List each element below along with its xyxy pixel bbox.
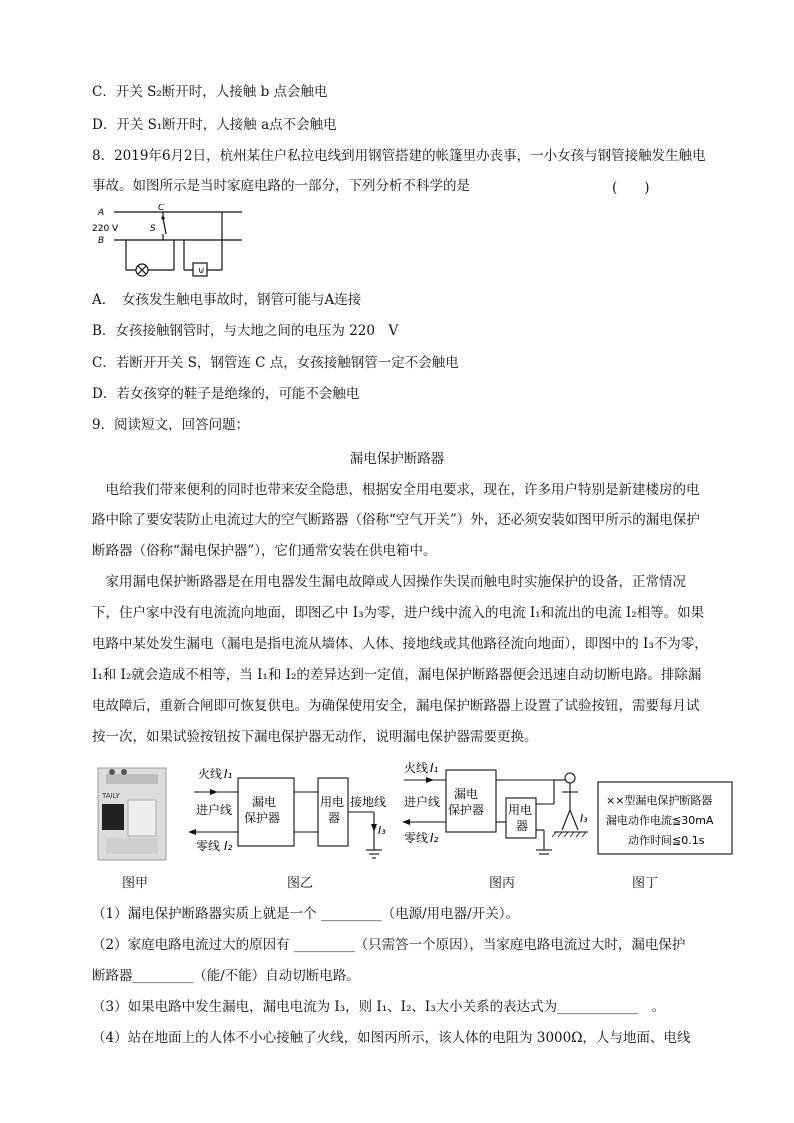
q9-p1-line1: 电给我们带来便利的同时也带来安全隐患，根据安全用电要求，现在，许多用户特别是新建楼房的电 (92, 482, 700, 498)
q9-figures (92, 760, 742, 870)
breaker-photo (98, 768, 166, 860)
svg-text:器: 器 (516, 819, 529, 833)
q9-stem: 9．阅读短文，回答问题： (92, 417, 250, 433)
q9-p2-line6: 按一次，如果试验按钮按下漏电保护器无动作，说明漏电保护器需要更换。 (92, 729, 538, 745)
label-a: A (98, 208, 105, 218)
svg-text:××型漏电保护断路器: ××型漏电保护断路器 (606, 794, 713, 807)
q8-circuit-diagram (92, 204, 252, 284)
q8-option-a: A． 女孩发生触电事故时，钢管可能与A连接 (92, 292, 362, 308)
label-voltage: 220 V (92, 224, 119, 234)
diagram-yi (194, 778, 382, 858)
ground-hatch (552, 832, 586, 837)
q8-option-b: B．女孩接触钢管时，与大地之间的电压为 220 V (92, 323, 399, 339)
q9-p1-line3: 断路器（俗称“漏电保护器”），它们通常安装在供电箱中。 (92, 543, 437, 559)
svg-text:进户线: 进户线 (196, 803, 233, 817)
q8-option-c: C．若断开开关 S，钢管连 C 点，女孩接触钢管一定不会触电 (92, 355, 459, 371)
nameplate (598, 782, 732, 854)
svg-text:I₁: I₁ (224, 767, 233, 781)
svg-text:进户线: 进户线 (404, 795, 441, 809)
q7-option-c: C．开关 S₂断开时，人接触 b 点会触电 (92, 84, 328, 100)
svg-text:器: 器 (328, 811, 341, 825)
q9-p2-line3: 电路中某处发生漏电（漏电是指电流从墙体、人体、接地线或其他路径流向地面），即图中的 I₃不为零， (92, 636, 708, 652)
svg-text:零线: 零线 (404, 831, 429, 845)
q8-option-d: D．若女孩穿的鞋子是绝缘的，可能不会触电 (92, 386, 360, 402)
svg-text:I₂: I₂ (430, 831, 439, 845)
q9-sub3: （3）如果电路中发生漏电，漏电电流为 I₃，则 I₁、I₂、I₃大小关系的表达式为____________ 。 (92, 999, 666, 1015)
svg-text:漏电: 漏电 (252, 795, 277, 809)
caption-ding: 图丁 (631, 876, 658, 891)
svg-text:TAILY: TAILY (102, 792, 120, 800)
socket-icon: ⊍ (198, 266, 205, 276)
label-c: C (158, 204, 165, 213)
caption-yi: 图乙 (286, 876, 313, 891)
svg-text:保护器: 保护器 (244, 811, 281, 825)
svg-text:用电: 用电 (320, 795, 345, 809)
svg-text:火线: 火线 (404, 761, 429, 775)
svg-text:I₁: I₁ (430, 761, 439, 775)
svg-text:零线: 零线 (196, 839, 221, 853)
caption-jia: 图甲 (121, 876, 148, 891)
svg-text:动作时间≦0.1s: 动作时间≦0.1s (628, 834, 705, 847)
svg-text:漏电动作电流≦30mA: 漏电动作电流≦30mA (606, 814, 714, 827)
q8-stem-line1: 8．2019年6月2日，杭州某住户私拉电线到用钢管搭建的帐篷里办丧事，一小女孩与钢管接触发生触电 (92, 148, 706, 164)
svg-text:接地线: 接地线 (350, 795, 387, 809)
q9-sub2-line2: 断路器_________（能/不能）自动切断电路。 (92, 968, 360, 984)
label-b: B (98, 236, 105, 246)
svg-text:I₃: I₃ (378, 824, 386, 837)
svg-text:火线: 火线 (198, 767, 223, 781)
q9-p2-line1: 家用漏电保护断路器是在用电器发生漏电故障或人因操作失误而触电时实施保护的设备，正常情况 (92, 574, 686, 590)
q9-sub1: （1）漏电保护断路器实质上就是一个 _________（电源/用电器/开关）。 (92, 906, 519, 922)
svg-text:漏电: 漏电 (454, 787, 479, 801)
q9-sub2-line1: （2）家庭电路电流过大的原因有 _________（只需答一个原因），当家庭电路电流过大时，漏电保护 (92, 937, 686, 953)
svg-text:I₂: I₂ (224, 839, 233, 853)
q9-p2-line4: I₁和 I₂就会造成不相等，当 I₁和 I₂的差异达到一定值，漏电保护断路器便会迅速自动切断电路。排除漏 (92, 667, 702, 683)
q8-stem-line2: 事故。如图所示是当时家庭电路的一部分，下列分析不科学的是 (92, 178, 470, 194)
caption-bing: 图丙 (488, 876, 515, 891)
q9-p2-line2: 下，住户家中没有电流流向地面，即图乙中 I₃为零，进户线中流入的电流 I₁和流出的电流 I₂相等。如果 (92, 605, 705, 621)
svg-text:保护器: 保护器 (448, 803, 485, 817)
label-s: S (150, 224, 156, 234)
q9-p2-line5: 电故障后，重新合闸即可恢复供电。为确保使用安全，漏电保护断路器上设置了试验按钮，需要每月试 (92, 698, 700, 714)
q7-option-d: D．开关 S₁断开时，人接触 a点不会触电 (92, 117, 337, 133)
q9-passage-title: 漏电保护断路器 (349, 451, 445, 467)
svg-text:用电: 用电 (508, 803, 533, 817)
q8-answer-paren: ( ) (612, 180, 650, 196)
q9-p1-line2: 路中除了要安装防止电流过大的空气断路器（俗称“空气开关”）外，还必须安装如图甲所示的漏电保护 (92, 512, 700, 528)
q9-sub4: （4）站在地面上的人体不小心接触了火线，如图丙所示，该人体的电阻为 3000Ω，人与地面、电线 (92, 1030, 691, 1046)
svg-text:I₃: I₃ (580, 812, 588, 825)
